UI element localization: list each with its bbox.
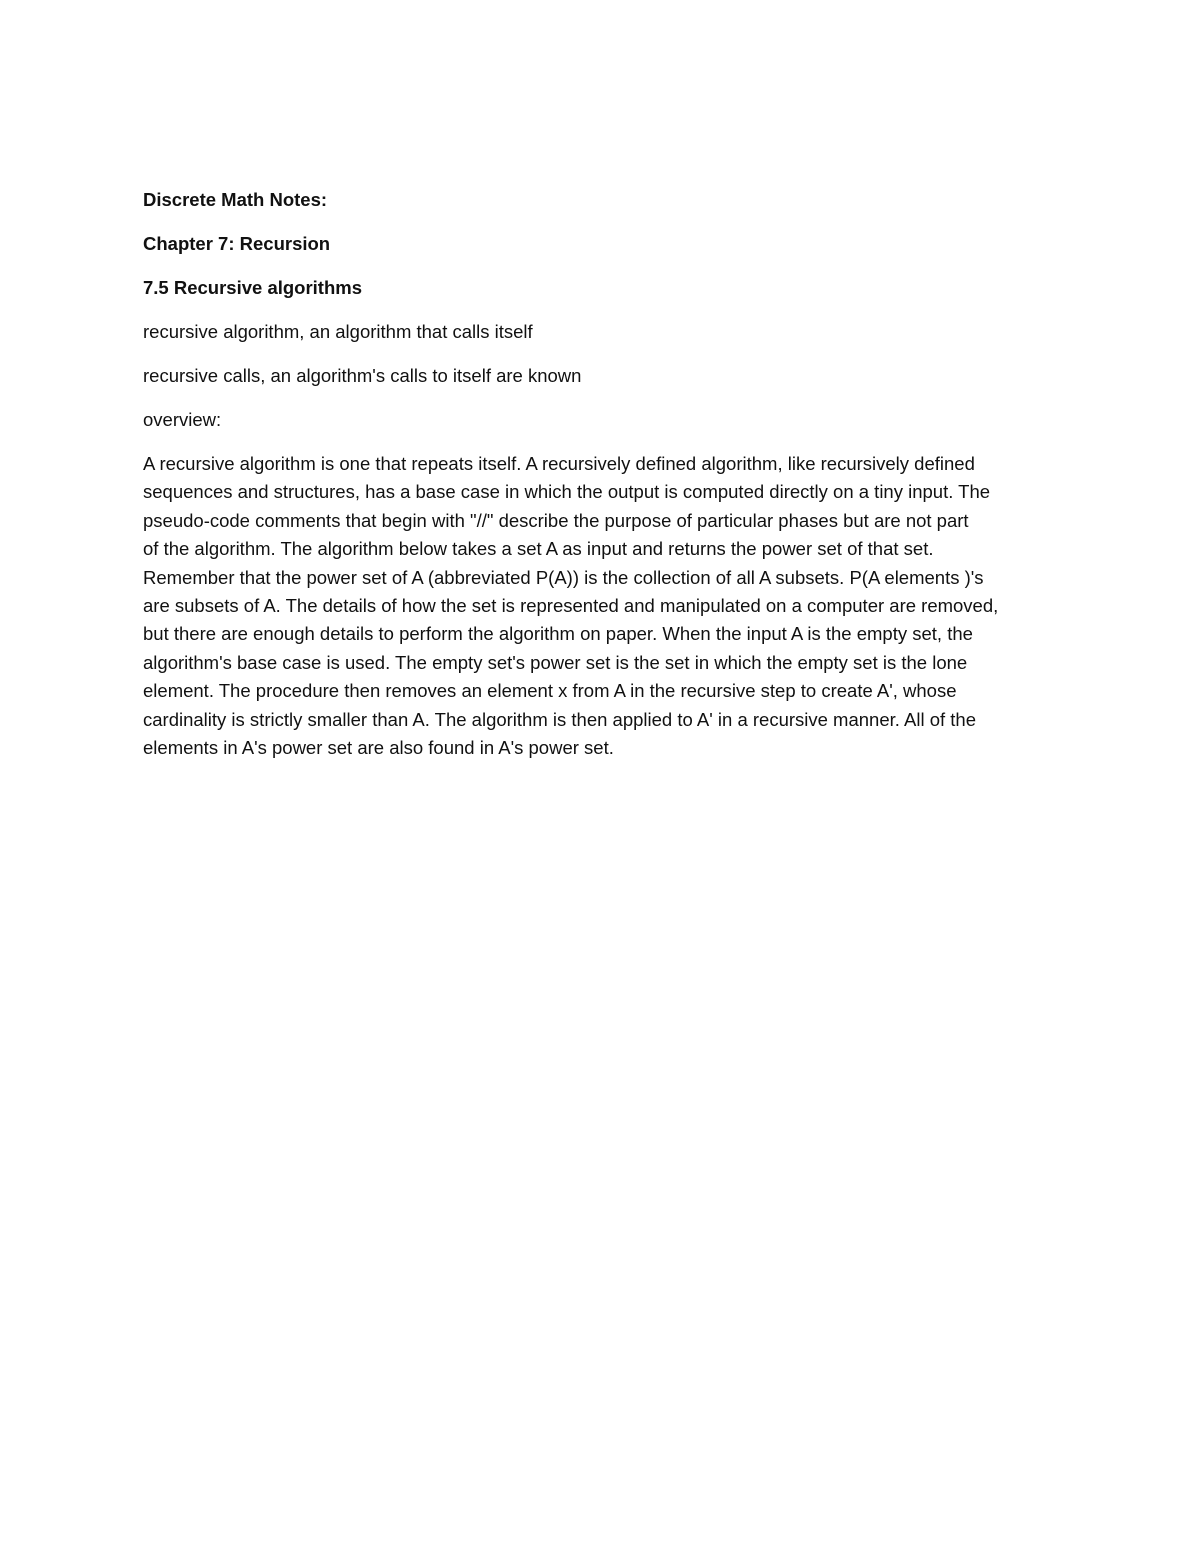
overview-paragraph (143, 450, 1063, 762)
paragraph-line: cardinality is strictly smaller than A. The algorithm is then applied to A' in a recursive manner. All of the (143, 708, 977, 730)
definition-recursive-algorithm: recursive algorithm, an algorithm that calls itself (143, 321, 533, 342)
paragraph-line: sequences and structures, has a base case in which the output is computed directly on a tiny input. The (143, 481, 991, 503)
document-title: Discrete Math Notes: (143, 189, 328, 210)
paragraph-line: but there are enough details to perform the algorithm on paper. When the input A is the empty set, the (143, 623, 973, 645)
paragraph-line: algorithm's base case is used. The empty set's power set is the set in which the empty set is the lone (143, 651, 968, 673)
document-content (143, 186, 1063, 762)
section-heading: 7.5 Recursive algorithms (143, 277, 363, 298)
paragraph-line: pseudo-code comments that begin with "//" describe the purpose of particular phases but are not part (143, 509, 969, 531)
paragraph-line: A recursive algorithm is one that repeats itself. A recursively defined algorithm, like recursively defined (143, 453, 975, 474)
overview-label: overview: (143, 409, 222, 430)
paragraph-line: element. The procedure then removes an element x from A in the recursive step to create A', whose (143, 680, 957, 702)
definition-recursive-calls: recursive calls, an algorithm's calls to itself are known (143, 365, 582, 386)
paragraph-line: Remember that the power set of A (abbreviated P(A)) is the collection of all A subsets. P(A elements )'s (143, 566, 984, 588)
chapter-heading: Chapter 7: Recursion (143, 233, 331, 254)
paragraph-line: of the algorithm. The algorithm below takes a set A as input and returns the power set of that set. (143, 538, 934, 560)
paragraph-line: are subsets of A. The details of how the set is represented and manipulated on a computer are removed, (143, 595, 999, 617)
paragraph-line: elements in A's power set are also found in A's power set. (143, 737, 614, 759)
